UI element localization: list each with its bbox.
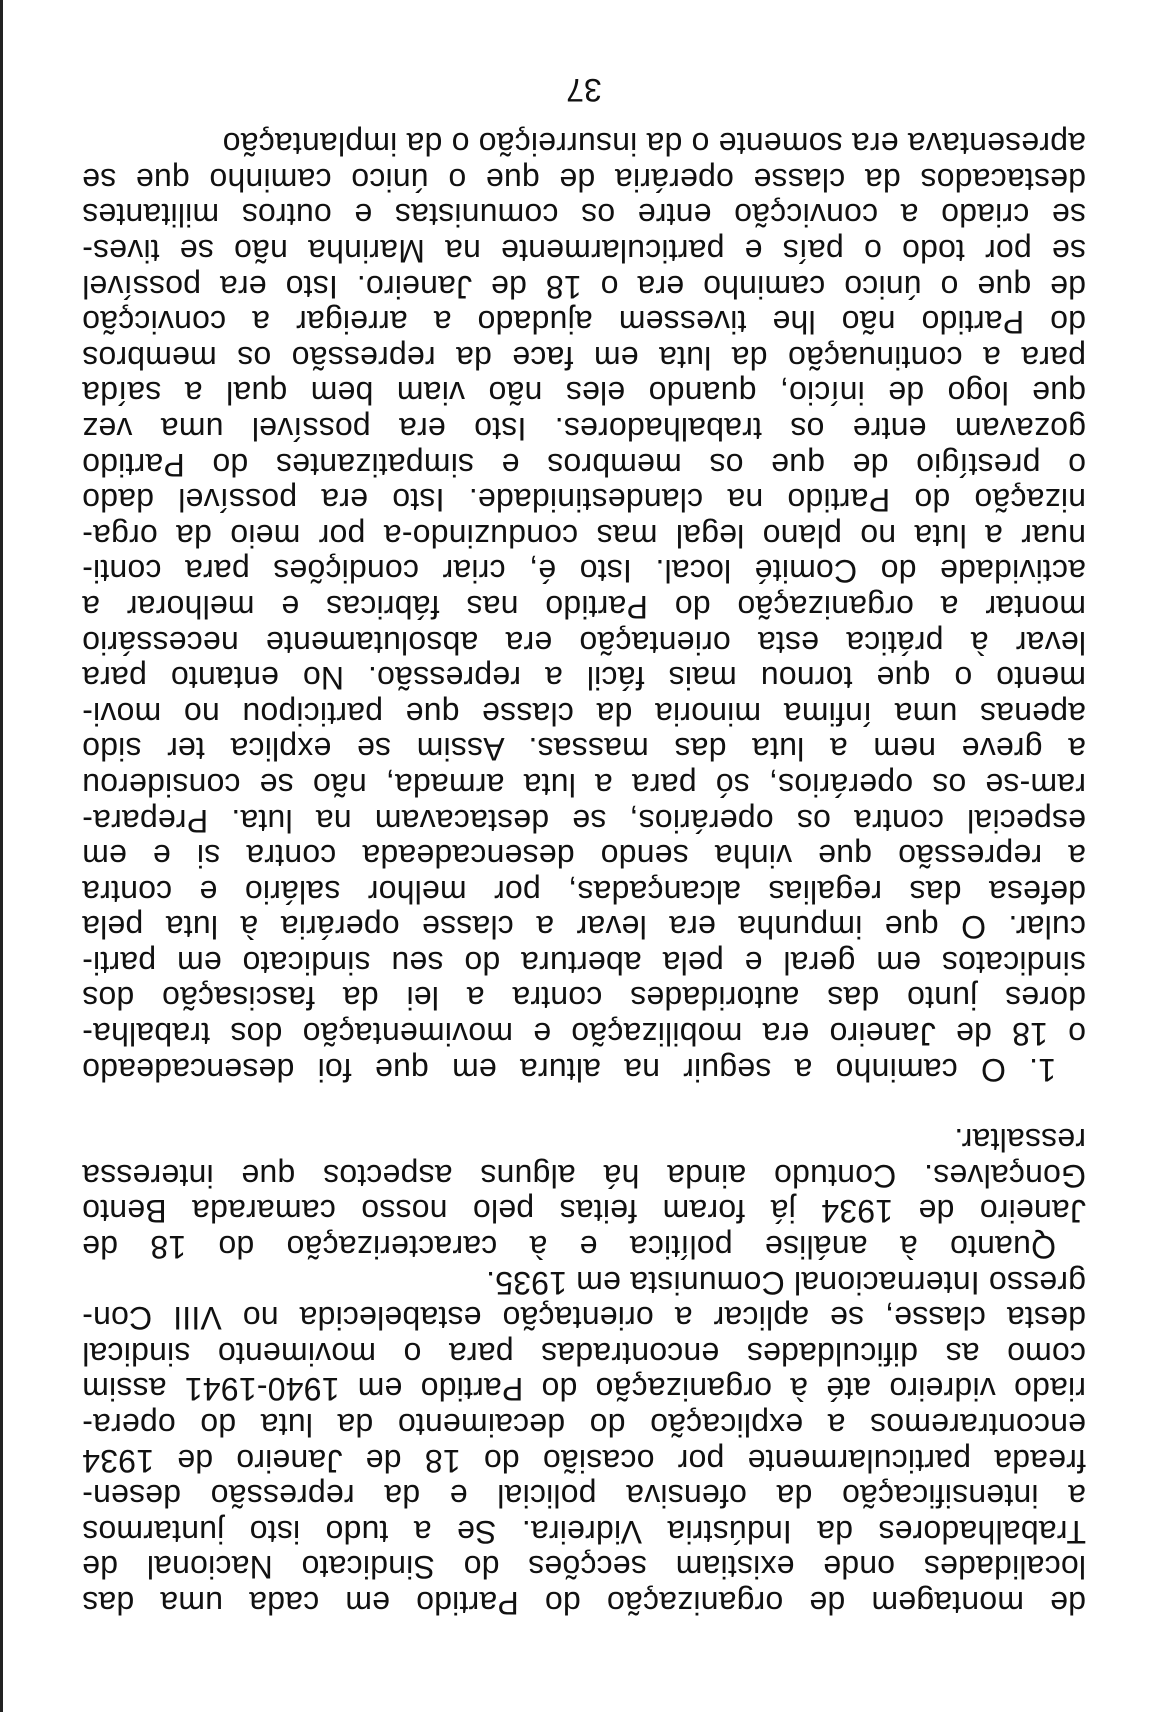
text-line: como as dificuldades encontradas para o movimento sindical xyxy=(82,1335,1086,1372)
text-line: de que o único caminho era o 18 de Janeiro. Isto era possível xyxy=(82,268,1086,305)
text-line: destacados da classe operária de que o único caminho que se xyxy=(82,161,1086,198)
text-line: Janeiro de 1934 já foram feitas pelo nosso camarada Bento xyxy=(82,1193,1086,1230)
text-line: defesa das regalias alcançadas, por melhor salário e contra xyxy=(82,873,1086,910)
text-line: apresentava era somente o da insurreição o da implantação xyxy=(222,126,1086,163)
text-line: ram-se os operários, só para a luta armada, não se considerou xyxy=(82,766,1086,803)
text-line: ressaltar. xyxy=(954,1122,1086,1159)
text-line: cular. O que impunha era levar a classe operária à luta pela xyxy=(82,909,1086,946)
text-line: do Partido não lhe tivessem ajudado a arreigar a convicção xyxy=(82,304,1086,341)
text-line: montar a organização do Partido nas fábricas e melhorar a xyxy=(82,588,1086,625)
text-line: gresso Internacional Comunista em 1935. xyxy=(485,1264,1086,1301)
text-line: a repressão que vinha sendo desencadeada contra si e em xyxy=(82,838,1086,875)
text-line: sindicatos em geral e pela abertura do seu sindicato em parti- xyxy=(82,944,1086,981)
text-line: de montagem de organização do Partido em cada uma das xyxy=(82,1585,1086,1621)
text-line: gozavam entre os trabalhadores. Isto era possível uma vez xyxy=(82,411,1086,447)
text-line: se criado a convicção entre os comunistas e outros militantes xyxy=(82,197,1086,234)
text-line: levar à prática esta orientação era absolutamente necessário xyxy=(82,624,1086,661)
text-line: encontraremos a explicação do decaimento da luta do opera- xyxy=(82,1407,1086,1444)
text-line: o prestígio de que os membros e simpatizantes do Partido xyxy=(82,446,1086,483)
text-line: riado vidreiro até à organização do Partido em 1940-1941 assim xyxy=(82,1371,1086,1408)
text-line: se por todo o país e particularmente na Marinha não se tives- xyxy=(82,233,1086,270)
text-line: que logo de início, quando eles não viam bem qual a saída xyxy=(82,375,1086,412)
text-line: localidades onde existiam secções do Sindicato Nacional de xyxy=(82,1549,1086,1586)
text-line: Quanto à análise política e à caracterização do 18 de xyxy=(82,1229,1056,1266)
text-line: mento o que tornou mais fácil a repressão. No entanto para xyxy=(82,660,1086,697)
paragraph-gap xyxy=(82,1087,1086,1122)
text-line: freada particularmente por ocasião do 18 de Janeiro de 1934 xyxy=(82,1442,1086,1479)
text-line: desta classe, se aplicar a orientação estabelecida no VIII Con- xyxy=(82,1300,1086,1337)
paragraph xyxy=(82,1264,1086,1620)
page-number: 37 xyxy=(566,72,602,108)
text-line: apenas uma ínfima minoria da classe que participou no movi- xyxy=(82,695,1086,732)
paragraph xyxy=(82,126,1086,1087)
text-line: 1. O caminho a seguir na altura em que foi desencadeado xyxy=(82,1051,1056,1088)
text-line: Gonçalves. Contudo ainda há alguns aspectos que interessa xyxy=(82,1157,1086,1194)
paragraph xyxy=(82,1122,1086,1264)
body-text xyxy=(82,126,1086,1620)
text-line: o 18 de Janeiro era mobilização e movimentação dos trabalha- xyxy=(82,1016,1086,1053)
text-line: actividade do Comité local. Isto é, criar condições para conti- xyxy=(82,553,1086,590)
text-line: especial contra os operários, se destacavam na luta. Prepara- xyxy=(82,802,1086,839)
text-line: para a continuação da luta em face da repressão os membros xyxy=(82,339,1086,376)
text-line: a intensificação da ofensiva policial e da repressão desen- xyxy=(82,1478,1086,1515)
text-line: nuar a luta no plano legal mas conduzindo-a por meio da orga- xyxy=(82,517,1086,554)
text-line: a greve nem a luta das massas. Assim se explica ter sido xyxy=(82,731,1086,768)
text-line: dores junto das autoridades contra a lei da fascisação dos xyxy=(82,980,1086,1017)
text-line: nização do Partido na clandestinidade. Isto era possível dado xyxy=(82,482,1086,519)
text-line: Trabalhadores da Indústria Vidreira. Se a tudo isto juntarmos xyxy=(82,1513,1086,1550)
